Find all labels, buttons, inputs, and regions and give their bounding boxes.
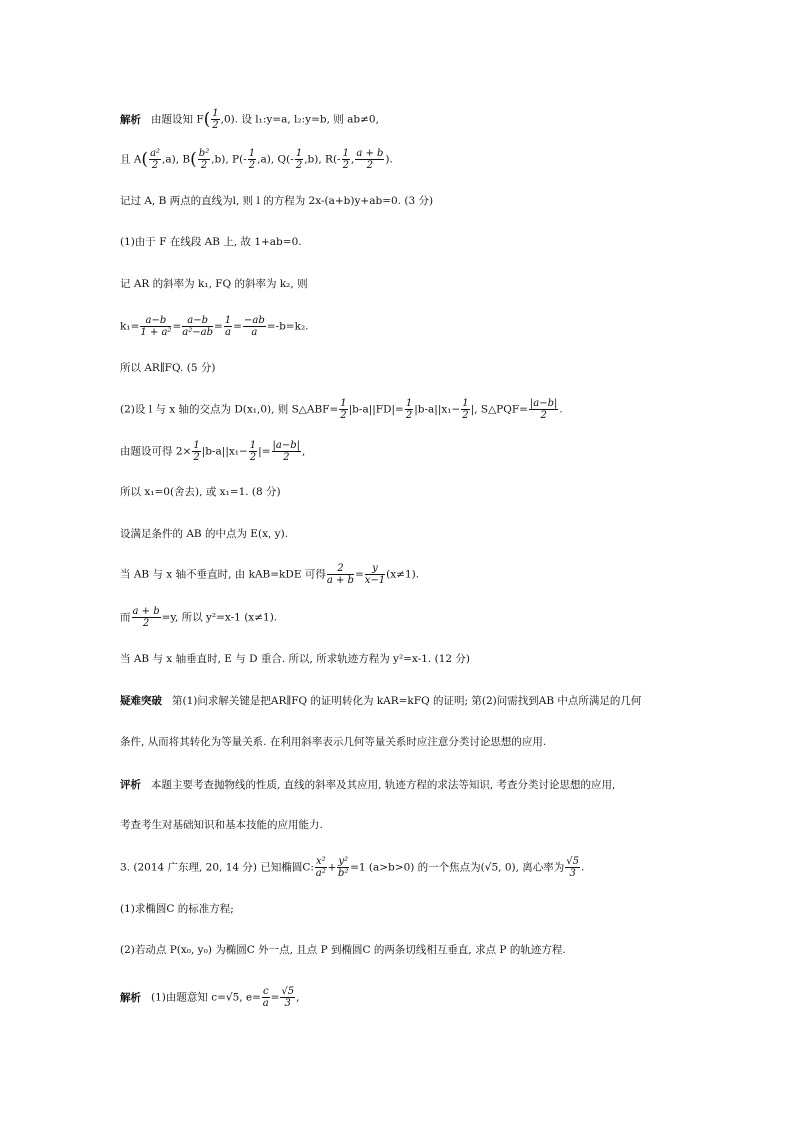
solution-intro-line: 解析 由题设知 F( $\frac{1}{2}$ ,0). 设 l₁:y=a, l₂:y=b, 则 ab≠0,: [120, 108, 379, 131]
fraction: $\frac{1}{2}$: [295, 148, 303, 171]
fraction: $\frac{\text{y²}}{\text{b²}}$: [338, 856, 349, 879]
section-label-yinan: 疑难突破: [120, 695, 162, 707]
problem3-statement-line: 3. (2014 广东理, 20, 14 分) 已知椭圆C: $\frac{\text{x²}}{\text{a²}}$ + $\frac{\text{y²}}{\text{b²}}$ =1 (a>b>0) 的一个焦点为(√5, 0), 离心率为 $\frac{√5}{3}$ .: [120, 856, 585, 879]
midpoint-relation-line: 而 $\frac{a + b}{2}$ =y, 所以 y²=x-1 (x≠1).: [120, 606, 278, 629]
fraction: $\frac{a-b}{\text{1 + a²}}$: [140, 315, 172, 338]
fraction: $\frac{√5}{3}$: [281, 986, 295, 1009]
difficulty-note-line: 疑难突破 第(1)问求解关键是把AR∥FQ 的证明转化为 kAR=kFQ 的证明; 第(2)问需找到AB 中点所满足的几何: [120, 695, 642, 707]
fraction: $\frac{-ab}{a}$: [243, 315, 265, 338]
slope-equation-line: k₁= $\frac{a-b}{\text{1 + a²}}$ = $\frac{a-b}{\text{a²−ab}}$ = $\frac{1}{a}$ = $\frac{-ab}{a}$ =-b=k₂.: [120, 315, 309, 338]
fraction: $\frac{a + b}{2}$: [356, 148, 384, 171]
trajectory-conclusion-text: 当 AB 与 x 轴垂直时, E 与 D 重合. 所以, 所求轨迹方程为 y²=x-1. (12 分): [120, 653, 471, 665]
review-note-line: 评析 本题主要考查抛物线的性质, 直线的斜率及其应用, 轨迹方程的求法等知识, 考查分类讨论思想的应用,: [120, 779, 616, 791]
fraction: $\frac{1}{a}$: [224, 315, 232, 338]
fraction: $\frac{1}{2}$: [340, 398, 347, 421]
fraction: $\frac{\text{a²}}{2}$: [150, 148, 161, 171]
fraction: $\frac{|a-b|}{2}$: [272, 440, 300, 463]
area-condition-line: 由题设可得 2× $\frac{1}{2}$ |b-a||x₁− $\frac{1}{2}$ |= $\frac{|a-b|}{2}$ ,: [120, 440, 306, 463]
problem3-part2-text: (2)若动点 P(x₀, y₀) 为椭圆C 外一点, 且点 P 到椭圆C 的两条切线相互垂直, 求点 P 的轨迹方程.: [120, 944, 566, 956]
x1-result-text: 所以 x₁=0(舍去), 或 x₁=1. (8 分): [120, 486, 281, 498]
points-definition-line: 且 A( $\frac{\text{a²}}{2}$ ,a), B( $\frac{\text{b²}}{2}$ ,b), P(- $\frac{1}{2}$ ,a), Q(- $\frac{1}{2}$ ,b), R(- $\frac{1}{2}$ , $\frac{a + b}{2}$ ).: [120, 148, 393, 171]
review-note-cont: 考查考生对基础知识和基本技能的应用能力.: [120, 819, 323, 831]
slope-relation-line: 当 AB 与 x 轴不垂直时, 由 kAB=kDE 可得 $\frac{2}{a + b}$ = $\frac{y}{x-1}$ (x≠1).: [120, 563, 420, 586]
fraction: $\frac{√5}{3}$: [566, 856, 580, 879]
area-equation-line: (2)设 l 与 x 轴的交点为 D(x₁,0), 则 S△ABF= $\frac{1}{2}$ |b-a||FD|= $\frac{1}{2}$ |b-a||x₁− $\frac{1}{2}$ |, S△PQF= $\frac{|a-b|}{2}$ .: [120, 398, 563, 421]
fraction: $\frac{a + b}{2}$: [132, 606, 160, 629]
fraction: $\frac{1}{2}$: [249, 440, 257, 463]
fraction: $\frac{2}{a + b}$: [326, 563, 354, 586]
section-label-pingxi: 评析: [120, 779, 141, 791]
fraction: $\frac{1}{2}$: [462, 398, 469, 421]
difficulty-note-cont: 条件, 从而将其转化为等量关系. 在利用斜率表示几何等量关系时应注意分类讨论思想的应用.: [120, 736, 547, 748]
slope-def-text: 记 AR 的斜率为 k₁, FQ 的斜率为 k₂, 则: [120, 278, 308, 290]
line-equation-text: 记过 A, B 两点的直线为l, 则 l 的方程为 2x-(a+b)y+ab=0. (3 分): [120, 195, 434, 207]
fraction: $\frac{c}{a}$: [262, 986, 269, 1009]
fraction: $\frac{y}{x-1}$: [364, 563, 386, 586]
fraction: $\frac{\text{x²}}{\text{a²}}$: [315, 856, 326, 879]
parallel-conclusion-text: 所以 AR∥FQ. (5 分): [120, 362, 216, 374]
fraction: $\frac{1}{2}$: [212, 108, 219, 131]
fraction: $\frac{1}{2}$: [342, 148, 349, 171]
fraction: $\frac{\text{b²}}{2}$: [198, 148, 210, 171]
midpoint-def-text: 设满足条件的 AB 的中点为 E(x, y).: [120, 528, 289, 540]
fraction: $\frac{a-b}{\text{a²−ab}}$: [182, 315, 213, 338]
part1-text: (1)由于 F 在线段 AB 上, 故 1+ab=0.: [120, 236, 302, 248]
fraction: $\frac{1}{2}$: [405, 398, 413, 421]
section-label-jiexi: 解析: [120, 113, 141, 126]
problem3-solution-line: 解析 (1)由题意知 c=√5, e= $\frac{c}{a}$ = $\frac{√5}{3}$ ,: [120, 986, 300, 1009]
fraction: $\frac{|a-b|}{2}$: [529, 398, 558, 421]
section-label-jiexi-2: 解析: [120, 991, 141, 1004]
problem3-part1-text: (1)求椭圆C 的标准方程;: [120, 903, 234, 915]
fraction: $\frac{1}{2}$: [248, 148, 256, 171]
fraction: $\frac{1}{2}$: [193, 440, 200, 463]
